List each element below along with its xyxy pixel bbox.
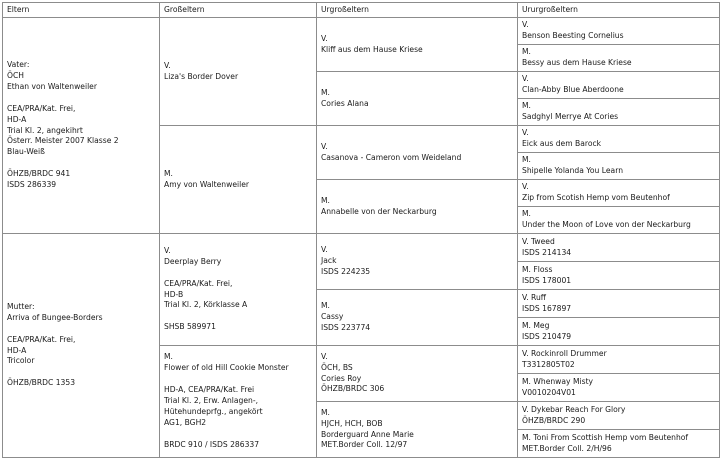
- great-grandparent-1: V. Kliff aus dem Hause Kriese: [317, 18, 518, 72]
- great-great-grandparent-3: V. Clan-Abby Blue Aberdoone: [518, 72, 720, 99]
- great-great-grandparent-1: V. Benson Beesting Cornelius: [518, 18, 720, 45]
- great-grandparent-5: V. Jack ISDS 224235: [317, 234, 518, 290]
- great-great-grandparent-9: V. Tweed ISDS 214134: [518, 234, 720, 262]
- great-grandparent-7: V. ÖCH, BS Cories Roy ÖHZB/BRDC 306: [317, 346, 518, 402]
- grandparent-father-dam: M. Amy von Waltenweiler: [160, 126, 317, 234]
- great-great-grandparent-15: V. Dykebar Reach For Glory ÖHZB/BRDC 290: [518, 402, 720, 430]
- great-great-grandparent-13: V. Rockinroll Drummer T3312805T02: [518, 346, 720, 374]
- great-great-grandparent-14: M. Whenway Misty V0010204V01: [518, 374, 720, 402]
- header-great-great-grandparents: Ururgroßeltern: [518, 3, 720, 18]
- pedigree-table: [2, 2, 720, 458]
- grandparent-mother-dam: M. Flower of old Hill Cookie Monster HD-A, CEA/PRA/Kat. Frei Trial Kl. 2, Erw. Anlagen-, Hütehundeprfg., angekört AG1, BGH2 BRDC 910 / ISDS 286337: [160, 346, 317, 458]
- great-great-grandparent-10: M. Floss ISDS 178001: [518, 262, 720, 290]
- great-grandparent-4: M. Annabelle von der Neckarburg: [317, 180, 518, 234]
- great-great-grandparent-2: M. Bessy aus dem Hause Kriese: [518, 45, 720, 72]
- great-great-grandparent-16: M. Toni From Scottish Hemp vom Beutenhof MET.Border Coll. 2/H/96: [518, 430, 720, 458]
- parent-father: Vater: ÖCH Ethan von Waltenweiler CEA/PRA/Kat. Frei, HD-A Trial Kl. 2, angekihrt Österr. Meister 2007 Klasse 2 Blau-Weiß ÖHZB/BRDC 941 ISDS 286339: [3, 18, 160, 234]
- parent-mother: Mutter: Arriva of Bungee-Borders CEA/PRA/Kat. Frei, HD-A Tricolor ÖHZB/BRDC 1353: [3, 234, 160, 458]
- great-grandparent-2: M. Cories Alana: [317, 72, 518, 126]
- grandparent-mother-sire: V. Deerplay Berry CEA/PRA/Kat. Frei, HD-B Trial Kl. 2, Körklasse A SHSB 589971: [160, 234, 317, 346]
- great-great-grandparent-12: M. Meg ISDS 210479: [518, 318, 720, 346]
- great-great-grandparent-5: V. Eick aus dem Barock: [518, 126, 720, 153]
- great-great-grandparent-11: V. Ruff ISDS 167897: [518, 290, 720, 318]
- grandparent-father-sire: V. Liza's Border Dover: [160, 18, 317, 126]
- great-great-grandparent-8: M. Under the Moon of Love von der Neckarburg: [518, 207, 720, 234]
- great-great-grandparent-7: V. Zip from Scotish Hemp vom Beutenhof: [518, 180, 720, 207]
- header-row: [3, 3, 720, 18]
- great-great-grandparent-6: M. Shipelle Yolanda You Learn: [518, 153, 720, 180]
- header-grandparents: Großeltern: [160, 3, 317, 18]
- header-great-grandparents: Urgroßeltern: [317, 3, 518, 18]
- header-parents: Eltern: [3, 3, 160, 18]
- great-grandparent-6: M. Cassy ISDS 223774: [317, 290, 518, 346]
- great-grandparent-3: V. Casanova - Cameron vom Weideland: [317, 126, 518, 180]
- great-great-grandparent-4: M. Sadghyl Merrye At Cories: [518, 99, 720, 126]
- great-grandparent-8: M. HJCH, HCH, BOB Borderguard Anne Marie MET.Border Coll. 12/97: [317, 402, 518, 458]
